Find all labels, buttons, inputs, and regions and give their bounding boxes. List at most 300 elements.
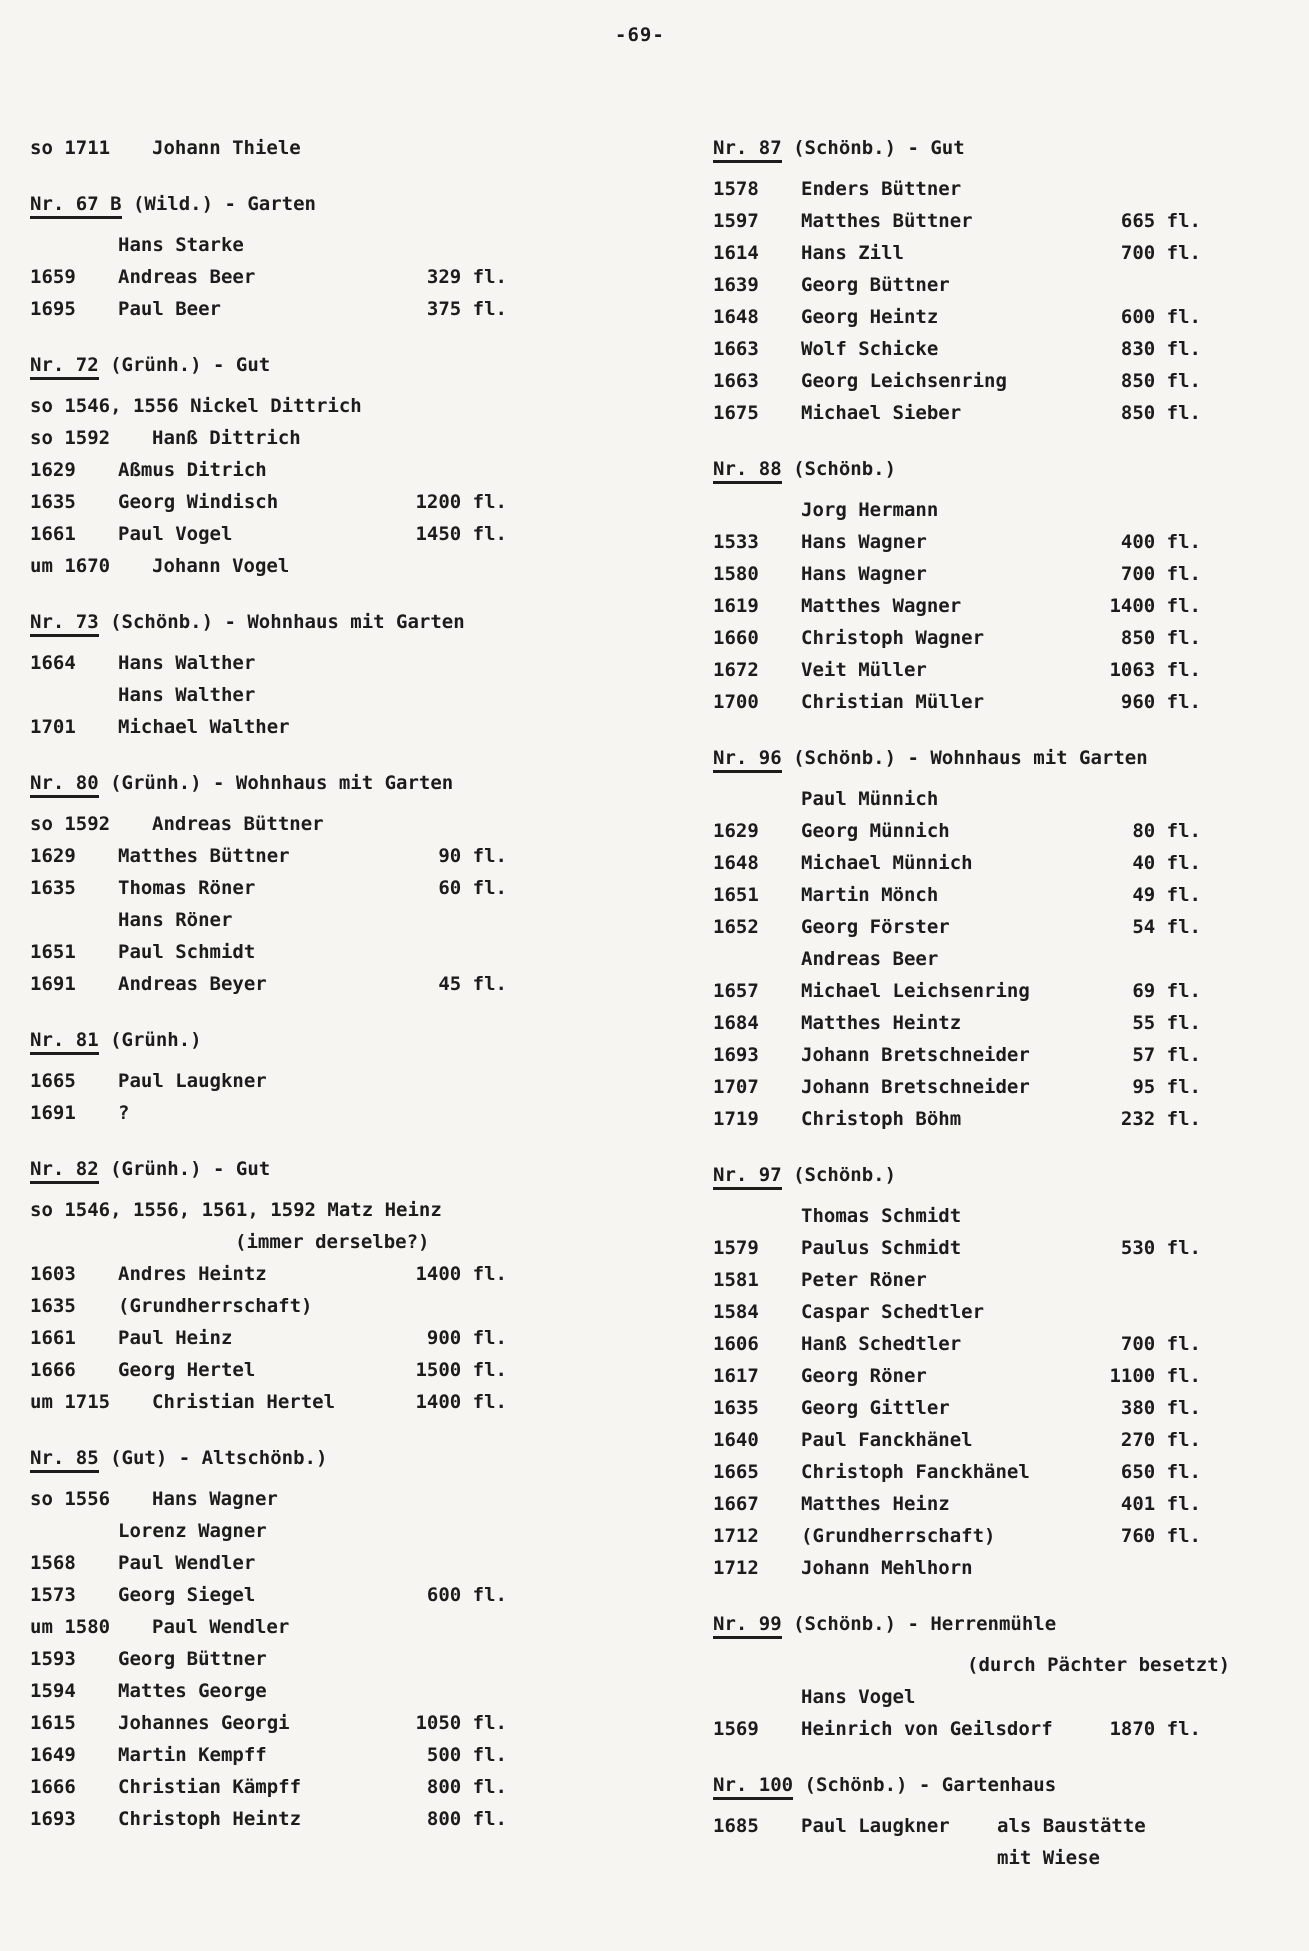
entry-amount: 49 fl. (1132, 884, 1201, 906)
entry-row (713, 1552, 1201, 1584)
entry-row (713, 1264, 1201, 1296)
free-line: so 1546, 1556 Nickel Dittrich (30, 395, 362, 417)
property-block (30, 349, 670, 582)
entry-name: Paul Laugkner (118, 1070, 267, 1092)
entry-name: Wolf Schicke (801, 338, 939, 360)
entry-amount: 90 fl. (438, 845, 507, 867)
entry-year: 1635 (30, 1295, 76, 1317)
entry-name: Paul Fanckhänel (801, 1429, 973, 1451)
entry-row (30, 1483, 507, 1515)
entry-year: so 1592 (30, 427, 111, 449)
entry-name: Paulus Schmidt (801, 1237, 962, 1259)
entry-name: Hans Wagner (801, 563, 927, 585)
entry-name: Christian Hertel (152, 1391, 336, 1413)
entry-row (713, 558, 1201, 590)
property-descriptor: (Schönb.) (781, 458, 897, 480)
entry-name: Jorg Hermann (801, 499, 939, 521)
entry-amount: 95 fl. (1132, 1076, 1201, 1098)
entry-amount: 600 fl. (1120, 306, 1201, 328)
entry-name: Veit Müller (801, 659, 927, 681)
entry-amount: 1450 fl. (415, 523, 507, 545)
entry-amount: 850 fl. (1120, 627, 1201, 649)
entry-amount: 1050 fl. (415, 1712, 507, 1734)
entry-year: 1651 (713, 884, 759, 906)
entry-year: 1701 (30, 716, 76, 738)
entry-name: Andreas Büttner (152, 813, 324, 835)
entry-name: Michael Walther (118, 716, 290, 738)
entry-row (30, 454, 507, 486)
entry-row (30, 550, 507, 582)
entry-row (30, 1386, 507, 1418)
property-heading (30, 1153, 670, 1185)
free-line: so 1546, 1556, 1561, 1592 Matz Heinz (30, 1199, 442, 1221)
property-heading (713, 1769, 1309, 1801)
entry-year: 1635 (30, 877, 76, 899)
entry-year: 1581 (713, 1269, 759, 1291)
entry-row (713, 333, 1201, 365)
property-number: Nr. 88 (713, 458, 782, 484)
entry-name: Hans Wagner (801, 531, 927, 553)
entry-name: Thomas Schmidt (801, 1205, 962, 1227)
property-block (713, 1608, 1309, 1745)
entry-amount: 375 fl. (426, 298, 507, 320)
entry-year: 1672 (713, 659, 759, 681)
entry-row (30, 1097, 507, 1129)
entry-amount: 1400 fl. (415, 1391, 507, 1413)
entry-amount: 530 fl. (1120, 1237, 1201, 1259)
property-descriptor: (Grünh.) (98, 1029, 202, 1051)
entry-year: 1648 (713, 852, 759, 874)
entry-year: 1569 (713, 1718, 759, 1740)
entry-amount: 850 fl. (1120, 402, 1201, 424)
entry-year: 1606 (713, 1333, 759, 1355)
entry-row (30, 486, 507, 518)
entry-year (713, 494, 801, 526)
entry-row (713, 1039, 1201, 1071)
property-number: Nr. 72 (30, 354, 99, 380)
property-number: Nr. 96 (713, 747, 782, 773)
entry-year: 1665 (713, 1461, 759, 1483)
entry-year: 1663 (713, 338, 759, 360)
entry-row (713, 1520, 1201, 1552)
right-column (713, 132, 1309, 1874)
entry-row (713, 1232, 1201, 1264)
entry-year: 1684 (713, 1012, 759, 1034)
entry-name: Christoph Heintz (118, 1808, 302, 1830)
entry-name: Georg Büttner (801, 274, 950, 296)
entry-amount: 760 fl. (1120, 1525, 1201, 1547)
entry-row (713, 1713, 1201, 1745)
property-descriptor: (Schönb.) - Gartenhaus (793, 1774, 1057, 1796)
entry-amount: 40 fl. (1132, 852, 1201, 874)
property-block (30, 188, 670, 325)
property-descriptor: (Schönb.) (781, 1164, 897, 1186)
entry-name: Paul Münnich (801, 788, 939, 810)
entry-name: Johann Mehlhorn (801, 1557, 973, 1579)
entry-amount: 329 fl. (426, 266, 507, 288)
entry-amount: 960 fl. (1120, 691, 1201, 713)
entry-year (713, 783, 801, 815)
entry-year: um 1580 (30, 1616, 111, 1638)
entry-amount: 500 fl. (426, 1744, 507, 1766)
entry-year: 1675 (713, 402, 759, 424)
entry-year: 1568 (30, 1552, 76, 1574)
entry-year: 1615 (30, 1712, 76, 1734)
entry-name: Christoph Wagner (801, 627, 985, 649)
entry-row (30, 1771, 507, 1803)
entry-year: 1707 (713, 1076, 759, 1098)
entry-name: Lorenz Wagner (118, 1520, 267, 1542)
entry-year: 1712 (713, 1525, 759, 1547)
property-block (713, 453, 1309, 718)
entry-year: 1659 (30, 266, 76, 288)
entry-name: Hanß Schedtler (801, 1333, 962, 1355)
entry-row (713, 622, 1201, 654)
entry-name: Georg Gittler (801, 1397, 950, 1419)
entry-row (713, 397, 1201, 429)
entry-row (713, 1007, 1201, 1039)
entry-name: Paul Schmidt (118, 941, 256, 963)
entry-year: 1693 (30, 1808, 76, 1830)
entry-row (30, 293, 507, 325)
property-descriptor: (Gut) - Altschönb.) (98, 1447, 328, 1469)
entry-year (30, 1515, 118, 1547)
left-column (30, 132, 670, 1835)
entry-row (713, 943, 1201, 975)
entry-name: Hans Starke (118, 234, 244, 256)
entry-row (713, 1424, 1201, 1456)
entry-year: 1652 (713, 916, 759, 938)
entry-year: so 1592 (30, 813, 111, 835)
entry-name: Caspar Schedtler (801, 1301, 985, 1323)
entry-name: Paul Heinz (118, 1327, 233, 1349)
entry-name: Hans Röner (118, 909, 233, 931)
entry-name: Michael Münnich (801, 852, 973, 874)
entry-name: Hans Walther (118, 684, 256, 706)
entry-year: 1635 (30, 491, 76, 513)
entry-row (30, 518, 507, 550)
entry-year: 1619 (713, 595, 759, 617)
entry-row (713, 237, 1201, 269)
entry-row (713, 173, 1201, 205)
entry-row (713, 205, 1201, 237)
entry-year: 1663 (713, 370, 759, 392)
entry-name: Matthes Wagner (801, 595, 962, 617)
property-descriptor: (Schönb.) - Wohnhaus mit Garten (98, 611, 465, 633)
entry-year: 1603 (30, 1263, 76, 1285)
entry-row (713, 1488, 1201, 1520)
entry-row (30, 1675, 507, 1707)
entry-name: Hans Vogel (801, 1686, 916, 1708)
entry-row (30, 1354, 507, 1386)
entry-year (30, 229, 118, 261)
entry-year: um 1670 (30, 555, 111, 577)
entry-row (30, 422, 507, 454)
entry-year: 1660 (713, 627, 759, 649)
entry-row (30, 936, 507, 968)
property-block (30, 767, 670, 1000)
entry-year: 1649 (30, 1744, 76, 1766)
property-descriptor: (Grünh.) - Gut (98, 354, 271, 376)
entry-amount: 830 fl. (1120, 338, 1201, 360)
entry-amount: 1100 fl. (1109, 1365, 1201, 1387)
entry-row (30, 229, 507, 261)
property-block (30, 132, 670, 164)
property-number: Nr. 100 (713, 1774, 793, 1800)
entry-amount: 1063 fl. (1109, 659, 1201, 681)
entry-amount: 1400 fl. (1109, 595, 1201, 617)
entry-row (713, 1200, 1201, 1232)
entry-name: Andreas Beer (801, 948, 939, 970)
entry-year (30, 679, 118, 711)
entry-year: 1629 (30, 845, 76, 867)
entry-name: Andres Heintz (118, 1263, 267, 1285)
entry-row (713, 1681, 1201, 1713)
entry-amount: 45 fl. (438, 973, 507, 995)
property-number: Nr. 85 (30, 1447, 99, 1473)
entry-amount: 700 fl. (1120, 563, 1201, 585)
entry-note-line: mit Wiese (997, 1847, 1100, 1869)
entry-amount: 800 fl. (426, 1808, 507, 1830)
entry-year: 1691 (30, 973, 76, 995)
entry-year: 1691 (30, 1102, 76, 1124)
entry-year: 1695 (30, 298, 76, 320)
entry-row (713, 1810, 1201, 1874)
entry-year: 1594 (30, 1680, 76, 1702)
entry-name: Martin Mönch (801, 884, 939, 906)
entry-year: 1666 (30, 1359, 76, 1381)
entry-row (713, 783, 1201, 815)
entry-year: 1635 (713, 1397, 759, 1419)
property-block (713, 1159, 1309, 1584)
entry-row (30, 1322, 507, 1354)
property-heading (713, 1159, 1309, 1191)
entry-name: Heinrich von Geilsdorf (801, 1718, 1053, 1740)
property-block (30, 606, 670, 743)
entry-amount: 80 fl. (1132, 820, 1201, 842)
entry-row (30, 1739, 507, 1771)
entry-year: so 1711 (30, 137, 111, 159)
entry-name: Georg Siegel (118, 1584, 256, 1606)
entry-name: Aßmus Ditrich (118, 459, 267, 481)
entry-row (713, 526, 1201, 558)
entry-row (30, 1707, 507, 1739)
entry-amount: 600 fl. (426, 1584, 507, 1606)
entry-year: 1533 (713, 531, 759, 553)
entry-row (713, 879, 1201, 911)
entry-row (713, 847, 1201, 879)
entry-name: Hans Zill (801, 242, 904, 264)
entry-year: 1578 (713, 178, 759, 200)
property-heading (713, 742, 1309, 774)
entry-row (30, 647, 507, 679)
entry-name: Georg Windisch (118, 491, 279, 513)
entry-row (713, 1071, 1201, 1103)
entry-amount: 800 fl. (426, 1776, 507, 1798)
entry-amount: 700 fl. (1120, 1333, 1201, 1355)
entry-year: 1597 (713, 210, 759, 232)
property-block (713, 742, 1309, 1135)
property-heading (713, 132, 1309, 164)
property-heading (30, 1024, 670, 1056)
entry-row (713, 1296, 1201, 1328)
entry-row (713, 1328, 1201, 1360)
entry-row (30, 1611, 507, 1643)
entry-name: Matthes Büttner (801, 210, 973, 232)
property-descriptor: (Schönb.) - Wohnhaus mit Garten (781, 747, 1148, 769)
entry-amount: 1400 fl. (415, 1263, 507, 1285)
entry-year: 1629 (30, 459, 76, 481)
entry-amount: 401 fl. (1120, 1493, 1201, 1515)
entry-year: 1640 (713, 1429, 759, 1451)
entry-name: Peter Röner (801, 1269, 927, 1291)
property-number: Nr. 67 B (30, 193, 122, 219)
entry-note (997, 1810, 1201, 1874)
entry-year (713, 943, 801, 975)
entry-name: Paul Wendler (152, 1616, 290, 1638)
entry-name: Paul Vogel (118, 523, 233, 545)
entry-name: Hans Walther (118, 652, 256, 674)
entry-row (30, 1803, 507, 1835)
entry-name: Johannes Georgi (118, 1712, 290, 1734)
property-heading (30, 767, 670, 799)
property-number: Nr. 99 (713, 1613, 782, 1639)
property-descriptor: (Grünh.) - Wohnhaus mit Garten (98, 772, 454, 794)
entry-name: Thomas Röner (118, 877, 256, 899)
property-heading (30, 188, 670, 220)
entry-amount: 380 fl. (1120, 1397, 1201, 1419)
entry-name: Christian Kämpff (118, 1776, 302, 1798)
entry-amount: 1500 fl. (415, 1359, 507, 1381)
entry-row (30, 1579, 507, 1611)
entry-row (713, 1103, 1201, 1135)
entry-year: 1693 (713, 1044, 759, 1066)
entry-row (30, 261, 507, 293)
entry-amount: 900 fl. (426, 1327, 507, 1349)
entry-row (713, 1392, 1201, 1424)
entry-name: Matthes Büttner (118, 845, 290, 867)
property-block (30, 1153, 670, 1418)
free-line: (immer derselbe?) (235, 1231, 430, 1253)
entry-row (713, 269, 1201, 301)
entry-year: 1719 (713, 1108, 759, 1130)
entry-row (713, 1456, 1201, 1488)
entry-row (713, 975, 1201, 1007)
property-heading (713, 1608, 1309, 1640)
entry-name: Paul Wendler (118, 1552, 256, 1574)
entry-amount: 1200 fl. (415, 491, 507, 513)
entry-year: 1593 (30, 1648, 76, 1670)
entry-year: 1661 (30, 1327, 76, 1349)
entry-amount: 69 fl. (1132, 980, 1201, 1002)
entry-name: Johann Bretschneider (801, 1076, 1030, 1098)
entry-year: so 1556 (30, 1488, 111, 1510)
property-block (30, 1024, 670, 1129)
entry-amount: 232 fl. (1120, 1108, 1201, 1130)
entry-name: ? (118, 1102, 130, 1124)
entry-name: Georg Heintz (801, 306, 939, 328)
entry-name: Georg Münnich (801, 820, 950, 842)
entry-amount: 54 fl. (1132, 916, 1201, 938)
property-number: Nr. 81 (30, 1029, 99, 1055)
entry-name: Johann Bretschneider (801, 1044, 1030, 1066)
entry-name: Johann Thiele (152, 137, 301, 159)
property-descriptor: (Schönb.) - Herrenmühle (781, 1613, 1057, 1635)
entry-row (30, 808, 507, 840)
entry-name: Enders Büttner (801, 178, 962, 200)
property-heading (30, 1442, 670, 1474)
entry-year: 1639 (713, 274, 759, 296)
entry-name: Paul Beer (118, 298, 221, 320)
entry-row (713, 911, 1201, 943)
property-descriptor: (Wild.) - Garten (121, 193, 316, 215)
entry-year: 1665 (30, 1070, 76, 1092)
entry-name: Matthes Heinz (801, 1493, 950, 1515)
entry-row (30, 679, 507, 711)
property-number: Nr. 87 (713, 137, 782, 163)
entry-year: 1629 (713, 820, 759, 842)
property-heading (30, 349, 670, 381)
entry-year (713, 1200, 801, 1232)
entry-row (30, 904, 507, 936)
property-descriptor: (Schönb.) - Gut (781, 137, 965, 159)
entry-year: 1666 (30, 1776, 76, 1798)
page-number: -69- (615, 24, 665, 46)
entry-name: Georg Förster (801, 916, 950, 938)
entry-name: Georg Hertel (118, 1359, 256, 1381)
entry-year (30, 904, 118, 936)
entry-row (30, 1643, 507, 1675)
entry-amount: 1870 fl. (1109, 1718, 1201, 1740)
entry-row (30, 1547, 507, 1579)
entry-amount: 850 fl. (1120, 370, 1201, 392)
entry-row (713, 1360, 1201, 1392)
entry-year: 1667 (713, 1493, 759, 1515)
property-block (30, 1442, 670, 1835)
entry-year: 1584 (713, 1301, 759, 1323)
entry-name: Georg Büttner (118, 1648, 267, 1670)
entry-name: (Grundherrschaft) (801, 1525, 996, 1547)
entry-name: Christoph Fanckhänel (801, 1461, 1030, 1483)
entry-row (30, 1065, 507, 1097)
property-number: Nr. 82 (30, 1158, 99, 1184)
entry-year: 1617 (713, 1365, 759, 1387)
entry-row (30, 1258, 507, 1290)
property-heading-continuation: (durch Pächter besetzt) (967, 1654, 1231, 1676)
entry-name: Michael Sieber (801, 402, 962, 424)
entry-year (713, 1681, 801, 1713)
property-block (713, 1769, 1309, 1874)
entry-name: Georg Leichsenring (801, 370, 1007, 392)
entry-name: Andreas Beer (118, 266, 256, 288)
entry-row (713, 301, 1201, 333)
entry-year: 1579 (713, 1237, 759, 1259)
entry-amount: 700 fl. (1120, 242, 1201, 264)
entry-row (713, 365, 1201, 397)
property-block (713, 132, 1309, 429)
entry-amount: 55 fl. (1132, 1012, 1201, 1034)
entry-amount: 270 fl. (1120, 1429, 1201, 1451)
entry-year: 1712 (713, 1557, 759, 1579)
property-heading (30, 606, 670, 638)
entry-name: Matthes Heintz (801, 1012, 962, 1034)
entry-name: Christoph Böhm (801, 1108, 962, 1130)
entry-year: 1614 (713, 242, 759, 264)
entry-year: 1651 (30, 941, 76, 963)
entry-row (713, 494, 1201, 526)
entry-name: Martin Kempff (118, 1744, 267, 1766)
entry-amount: 665 fl. (1120, 210, 1201, 232)
